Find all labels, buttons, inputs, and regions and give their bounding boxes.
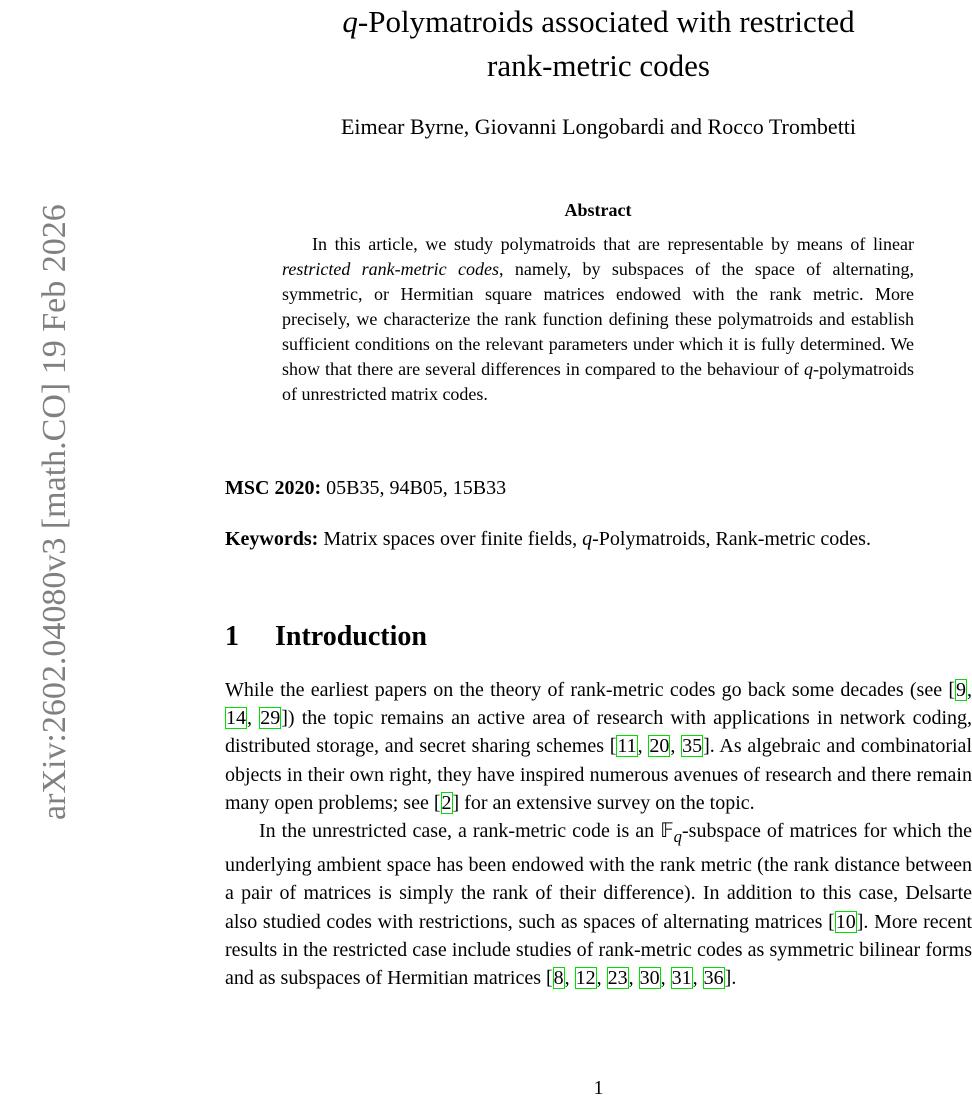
- msc-line: [225, 474, 972, 502]
- citation-link[interactable]: 8: [553, 967, 564, 990]
- section-number: 1: [225, 621, 239, 652]
- abstract-emphasis: restricted rank-metric codes: [282, 259, 499, 279]
- para2-text-1: In the unrestricted case, a rank-metric code is an: [259, 820, 661, 843]
- title-q: q: [342, 4, 358, 39]
- para1-text-2: ]) the topic remains an active area of research with applications in network coding, distributed storage, and secret sharing schemes [: [225, 707, 972, 758]
- citation-link[interactable]: 30: [639, 967, 660, 990]
- arxiv-identifier: arXiv:2602.04080v3 [math.CO] 19 Feb 2026: [36, 204, 73, 820]
- para2-text-3: ]. More recent results in the restricted case include studies of rank-metric codes as symmetric bilinear forms and as subspaces of Hermitian matrices [: [225, 910, 972, 990]
- para2-text-4: ].: [724, 967, 737, 990]
- msc-label: MSC 2020:: [225, 477, 322, 499]
- author-list: Eimear Byrne, Giovanni Longobardi and Rocco Trombetti: [340, 114, 857, 139]
- arxiv-sidebar: [0, 0, 73, 860]
- citation-link[interactable]: 2: [441, 791, 452, 814]
- para1-text-3: ]. As algebraic and combinatorial objects in their own right, they have inspired numerous avenues of research and there remain many open problems; see [: [225, 735, 972, 814]
- field-letter: 𝔽: [660, 820, 674, 843]
- abstract-text-3: -polymatroids of unrestricted matrix codes.: [282, 359, 914, 404]
- citation-link[interactable]: 9: [956, 679, 966, 701]
- keywords-text-1: Matrix spaces over finite fields,: [318, 528, 583, 550]
- section-heading: [225, 617, 972, 657]
- abstract-heading: Abstract: [564, 200, 632, 220]
- citation-link[interactable]: 31: [671, 967, 692, 990]
- citation-link[interactable]: 20: [649, 735, 670, 758]
- field-subscript: q: [673, 827, 682, 847]
- citation-link[interactable]: 36: [703, 967, 724, 990]
- citation-link[interactable]: 14: [226, 707, 246, 730]
- citation-group[interactable]: 11, 20, 35: [617, 735, 703, 758]
- paragraph-2: [225, 817, 972, 992]
- keywords-label: Keywords:: [225, 528, 319, 550]
- citation-link[interactable]: 10: [835, 910, 856, 933]
- citation-group[interactable]: [441, 792, 453, 814]
- paragraph-1: [225, 676, 972, 817]
- citation-group[interactable]: 9, 14, 29: [226, 679, 972, 730]
- section-title: Introduction: [275, 621, 427, 652]
- keywords-q: q: [582, 528, 593, 550]
- citation-group[interactable]: 8, 12, 23, 30, 31, 36: [553, 967, 724, 990]
- abstract-text-1: In this article, we study polymatroids that are representable by means of linear: [312, 234, 914, 254]
- keywords-line: [225, 525, 972, 553]
- paper-title: [225, 0, 972, 88]
- title-line2: rank-metric codes: [487, 48, 710, 83]
- para1-text-1: While the earliest papers on the theory of rank-metric codes go back some decades (see [: [225, 679, 955, 701]
- citation-link[interactable]: 12: [575, 967, 596, 990]
- msc-codes: 05B35, 94B05, 15B33: [321, 477, 507, 499]
- citation-link[interactable]: 29: [260, 707, 281, 730]
- citation-link[interactable]: 35: [682, 735, 703, 758]
- citation-link[interactable]: 23: [607, 967, 628, 990]
- field-symbol: [660, 820, 682, 847]
- para2-text-2: -subspace of matrices for which the underlying ambient space has been endowed with the rank metric (the rank distance between a pair of matrices is simply the rank of their difference). In addition to this case, Delsarte also studied codes with restrictions, such as spaces of alternating matrices [: [225, 820, 972, 933]
- para1-text-4: ] for an extensive survey on the topic.: [452, 791, 755, 814]
- abstract-text-2: , namely, by subspaces of the space of alternating, symmetric, or Hermitian square matrices endowed with the rank metric. More precisely, we characterize the rank function defining these polymatroids and establish sufficient conditions on the relevant parameters under which it is fully determined. We show that there are several differences in compared to the behaviour of: [282, 259, 914, 379]
- citation-group[interactable]: [835, 911, 857, 933]
- title-line1: -Polymatroids associated with restricted: [357, 4, 855, 39]
- introduction-body: [225, 676, 972, 992]
- page-number: 1: [593, 1077, 604, 1099]
- citation-link[interactable]: 11: [617, 735, 637, 758]
- abstract-q: q: [804, 359, 813, 379]
- keywords-text-2: -Polymatroids, Rank-metric codes.: [592, 528, 871, 550]
- abstract-body: [282, 232, 914, 407]
